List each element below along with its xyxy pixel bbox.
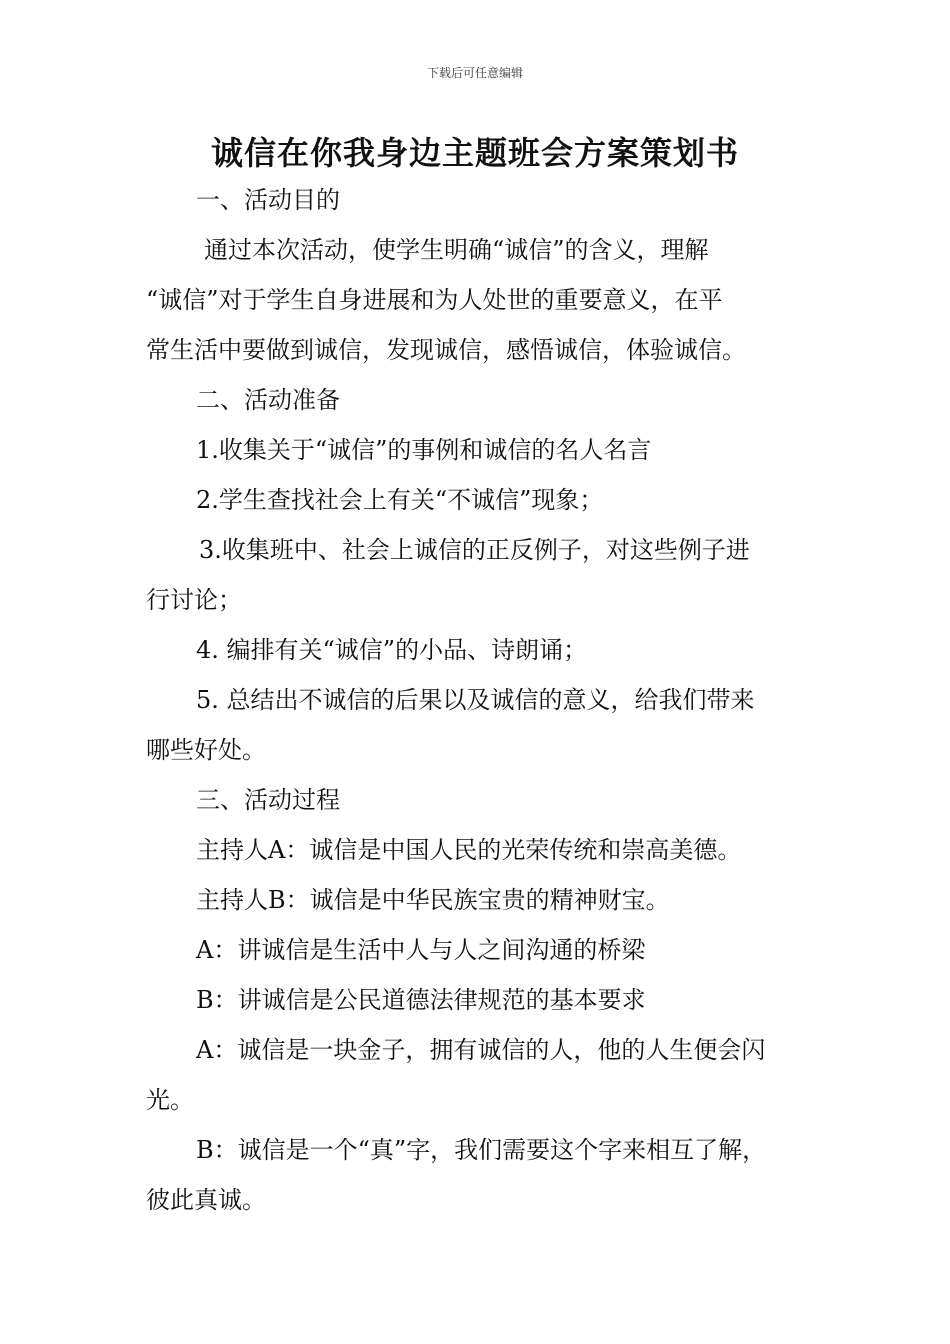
list-item: 3.收集班中、社会上诚信的正反例子，对这些例子进 xyxy=(199,536,750,564)
dialogue-line-continuation: 彼此真诚。 xyxy=(146,1186,266,1214)
body-line: 常生活中要做到诚信，发现诚信，感悟诚信，体验诚信。 xyxy=(146,336,746,364)
body-line: “诚信”对于学生自身进展和为人处世的重要意义，在平 xyxy=(146,286,723,314)
section-heading-purpose: 一、活动目的 xyxy=(196,186,340,214)
list-item: 4. 编排有关“诚信”的小品、诗朗诵； xyxy=(196,636,588,664)
dialogue-line: A：诚信是一块金子，拥有诚信的人，他的人生便会闪 xyxy=(196,1036,766,1064)
header-note: 下载后可任意编辑 xyxy=(426,66,523,80)
dialogue-line: B：诚信是一个“真”字，我们需要这个字来相互了解， xyxy=(196,1136,767,1164)
list-item: 1.收集关于“诚信”的事例和诚信的名人名言 xyxy=(196,436,652,464)
dialogue-line: A：讲诚信是生活中人与人之间沟通的桥梁 xyxy=(196,936,646,964)
dialogue-line: 主持人B：诚信是中华民族宝贵的精神财宝。 xyxy=(196,886,670,914)
document-title: 诚信在你我身边主题班会方案策划书 xyxy=(210,134,739,172)
dialogue-line: B：讲诚信是公民道德法律规范的基本要求 xyxy=(196,986,646,1014)
section-heading-process: 三、活动过程 xyxy=(196,786,340,814)
list-item-continuation: 哪些好处。 xyxy=(146,736,266,764)
dialogue-line-continuation: 光。 xyxy=(146,1086,194,1114)
list-item: 2.学生查找社会上有关“不诚信”现象； xyxy=(196,486,604,514)
body-line: 通过本次活动，使学生明确“诚信”的含义，理解 xyxy=(204,236,709,264)
list-item-continuation: 行讨论； xyxy=(146,586,242,614)
section-heading-preparation: 二、活动准备 xyxy=(196,386,340,414)
dialogue-line: 主持人A：诚信是中国人民的光荣传统和崇高美德。 xyxy=(196,836,742,864)
list-item: 5. 总结出不诚信的后果以及诚信的意义，给我们带来 xyxy=(196,686,755,714)
